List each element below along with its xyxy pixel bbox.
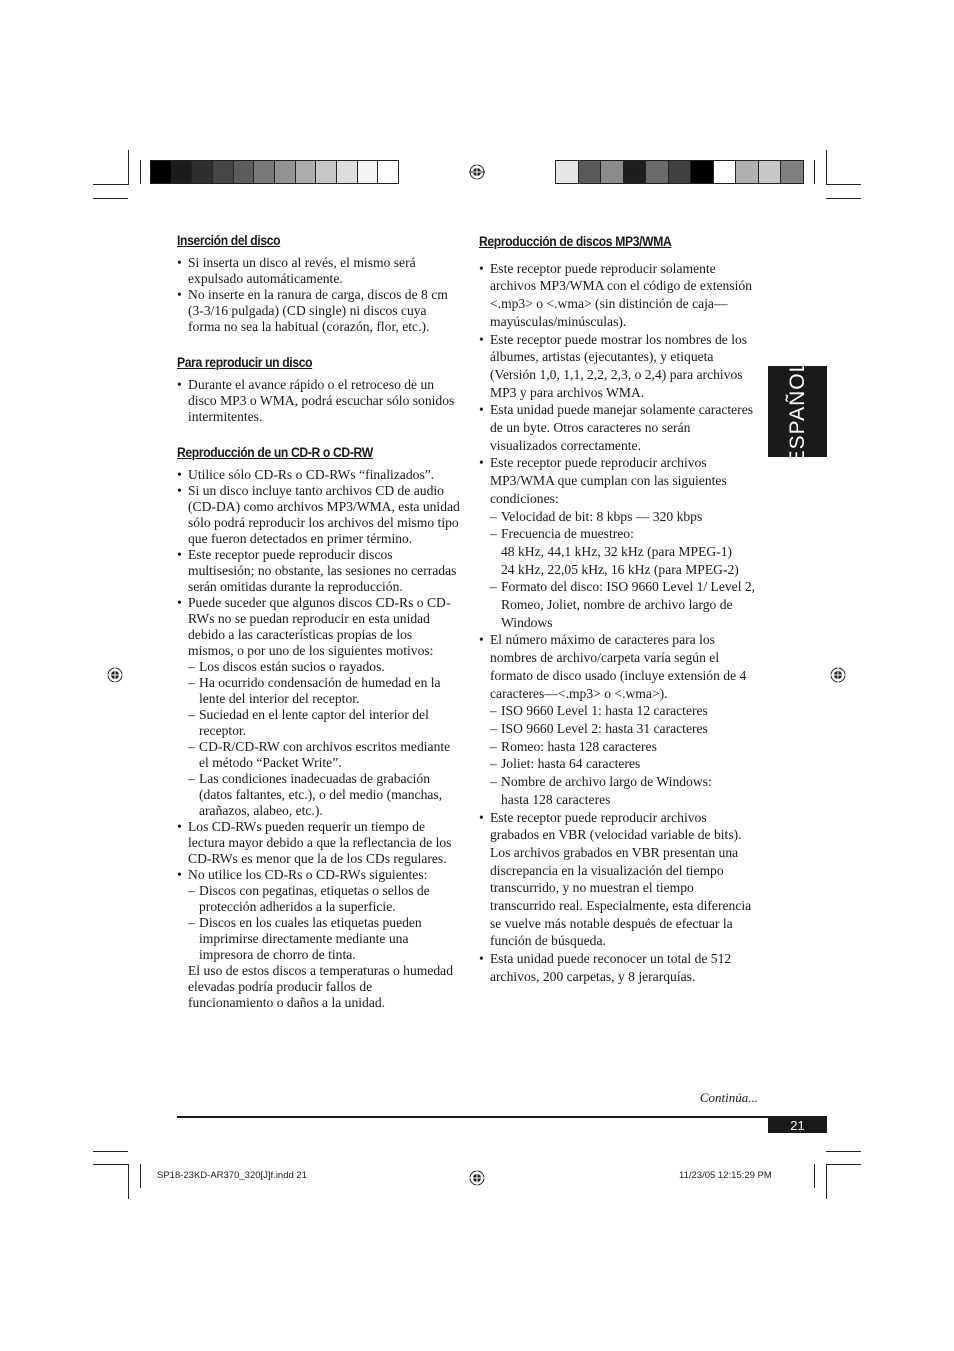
sub-item: – Suciedad en el lente captor del interior del receptor. — [188, 707, 460, 739]
list-item: • Este receptor puede reproducir discos multisesión; no obstante, las sesiones no cerradas serán omitidas durante la reproducción. — [177, 547, 460, 595]
sub-item: – Joliet: hasta 64 caracteres — [490, 755, 759, 773]
file-info: SP18-23KD-AR370_320[J]f.indd 21 — [157, 1170, 307, 1181]
color-swatch — [337, 161, 358, 183]
color-bar-left — [150, 160, 399, 184]
list-item: • Los CD-RWs pueden requerir un tiempo de lectura mayor debido a que la reflectancia de los CD-RWs es menor que la de los CDs regulares. — [177, 819, 460, 867]
sub-item: – ISO 9660 Level 2: hasta 31 caracteres — [490, 720, 759, 738]
registration-target-icon — [107, 667, 123, 683]
print-timestamp: 11/23/05 12:15:29 PM — [679, 1170, 772, 1181]
registration-target-icon — [469, 1170, 485, 1186]
sub-item: – Discos en los cuales las etiquetas pueden imprimirse directamente mediante una impresora de chorro de tinta. — [188, 915, 460, 963]
sub-item: – Velocidad de bit: 8 kbps — 320 kbps — [490, 508, 759, 526]
sub-item: – Romeo: hasta 128 caracteres — [490, 738, 759, 756]
list-item: • Si un disco incluye tanto archivos CD de audio (CD-DA) como archivos MP3/WMA, esta unidad sólo podrá reproducir los archivos del mismo tipo que fueron detectados en primer término. — [177, 483, 460, 547]
registration-target-icon — [830, 667, 846, 683]
color-swatch — [691, 161, 714, 183]
section-insercion — [177, 233, 460, 335]
color-swatch — [172, 161, 193, 183]
color-swatch — [192, 161, 213, 183]
list-item: • Este receptor puede mostrar los nombres de los álbumes, artistas (ejecutantes), y etiqueta (Versión 1,0, 1,1, 2,2, 2,3, o 2,4) para archivos MP3 y para archivos WMA. — [479, 331, 759, 402]
left-column — [177, 233, 460, 1031]
section-cdr-cdrw — [177, 445, 460, 1011]
list-item: • Este receptor puede reproducir solamente archivos MP3/WMA con el código de extensión <.mp3> o <.wma> (sin distinción de caja—mayúsculas/minúsculas). — [479, 260, 759, 331]
color-swatch — [358, 161, 379, 183]
section-heading: Reproducción de un CD-R o CD-RW — [177, 445, 373, 460]
page-number: 21 — [768, 1118, 827, 1133]
section-reproducir — [177, 355, 460, 425]
footer-rule — [177, 1116, 827, 1118]
sub-item: – Los discos están sucios o rayados. — [188, 659, 460, 675]
color-swatch — [151, 161, 172, 183]
sub-item: – Las condiciones inadecuadas de grabación (datos faltantes, etc.), o del medio (manchas, arañazos, alabeo, etc.). — [188, 771, 460, 819]
list-item-text: Este receptor puede reproducir archivos MP3/WMA que cumplan con las siguientes condiciones: — [490, 455, 727, 506]
list-item: • No inserte en la ranura de carga, discos de 8 cm (3-3/16 pulgada) (CD single) ni discos cuya forma no sea la habitual (corazón, flor, etc.). — [177, 287, 460, 335]
color-swatch — [759, 161, 782, 183]
color-swatch — [296, 161, 317, 183]
sub-item: – Discos con pegatinas, etiquetas o sellos de protección adheridos a la superficie. — [188, 883, 460, 915]
color-swatch — [254, 161, 275, 183]
sub-item: – ISO 9660 Level 1: hasta 12 caracteres — [490, 702, 759, 720]
color-swatch — [579, 161, 602, 183]
list-item: • Utilice sólo CD-Rs o CD-RWs “finalizados”. — [177, 467, 460, 483]
color-swatch — [275, 161, 296, 183]
section-heading: Inserción del disco — [177, 233, 281, 248]
language-tab — [768, 359, 827, 464]
list-item-text: No utilice los CD-Rs o CD-RWs siguientes: — [188, 867, 428, 882]
sub-item: – Frecuencia de muestreo: 48 kHz, 44,1 kHz, 32 kHz (para MPEG-1) 24 kHz, 22,05 kHz, 16 kHz (para MPEG-2) — [490, 525, 759, 578]
language-tab-label: ESPAÑOL — [785, 359, 809, 464]
section-heading: Reproducción de discos MP3/WMA — [479, 234, 672, 249]
note-text: El uso de estos discos a temperaturas o humedad elevadas podría producir fallos de funcionamiento o daños a la unidad. — [188, 963, 454, 1010]
color-swatch — [714, 161, 737, 183]
list-item: • Si inserta un disco al revés, el mismo será expulsado automáticamente. — [177, 255, 460, 287]
color-swatch — [213, 161, 234, 183]
color-swatch — [646, 161, 669, 183]
color-swatch — [234, 161, 255, 183]
color-swatch — [316, 161, 337, 183]
color-bar-right — [555, 160, 804, 184]
sub-item: – Formato del disco: ISO 9660 Level 1/ Level 2, Romeo, Joliet, nombre de archivo largo de Windows — [490, 578, 759, 631]
color-swatch — [624, 161, 647, 183]
list-item: • Este receptor puede reproducir archivos grabados en VBR (velocidad variable de bits). Los archivos grabados en VBR presentan una discrepancia en la visualización del tiempo transcurrido, y no muestran el tiempo transcurrido real. Especialmente, esta diferencia se vuelve más notable después de efectuar la función de búsqueda. — [479, 809, 759, 951]
color-swatch — [556, 161, 579, 183]
sub-item: – CD-R/CD-RW con archivos escritos mediante el método “Packet Write”. — [188, 739, 460, 771]
right-column — [479, 233, 759, 986]
list-item: • Esta unidad puede manejar solamente caracteres de un byte. Otros caracteres no serán visualizados correctamente. — [479, 401, 759, 454]
list-item — [177, 595, 460, 819]
registration-target-icon — [469, 164, 485, 180]
list-item — [479, 631, 759, 808]
list-item-text: Puede suceder que algunos discos CD-Rs o CD-RWs no se puedan reproducir en esta unidad debido a las características propias de los mismos, o por uno de los siguientes motivos: — [188, 595, 451, 658]
section-heading: Para reproducir un disco — [177, 355, 313, 370]
color-swatch — [378, 161, 398, 183]
color-swatch — [601, 161, 624, 183]
color-swatch — [781, 161, 803, 183]
list-item — [479, 454, 759, 631]
color-swatch — [736, 161, 759, 183]
list-item: • Durante el avance rápido o el retroceso de un disco MP3 o WMA, podrá escuchar sólo sonidos intermitentes. — [177, 377, 460, 425]
list-item-text: El número máximo de caracteres para los nombres de archivo/carpeta varía según el formato de disco usado (incluye extensión de 4 caracteres—<.mp3> o <.wma>). — [490, 632, 747, 701]
sub-item: – Ha ocurrido condensación de humedad en la lente del interior del receptor. — [188, 675, 460, 707]
list-item — [177, 867, 460, 1011]
continues-label: Continúa... — [699, 1090, 758, 1105]
color-swatch — [669, 161, 692, 183]
list-item: • Esta unidad puede reconocer un total de 512 archivos, 200 carpetas, y 8 jerarquías. — [479, 950, 759, 985]
sub-item: – Nombre de archivo largo de Windows: hasta 128 caracteres — [490, 773, 759, 808]
